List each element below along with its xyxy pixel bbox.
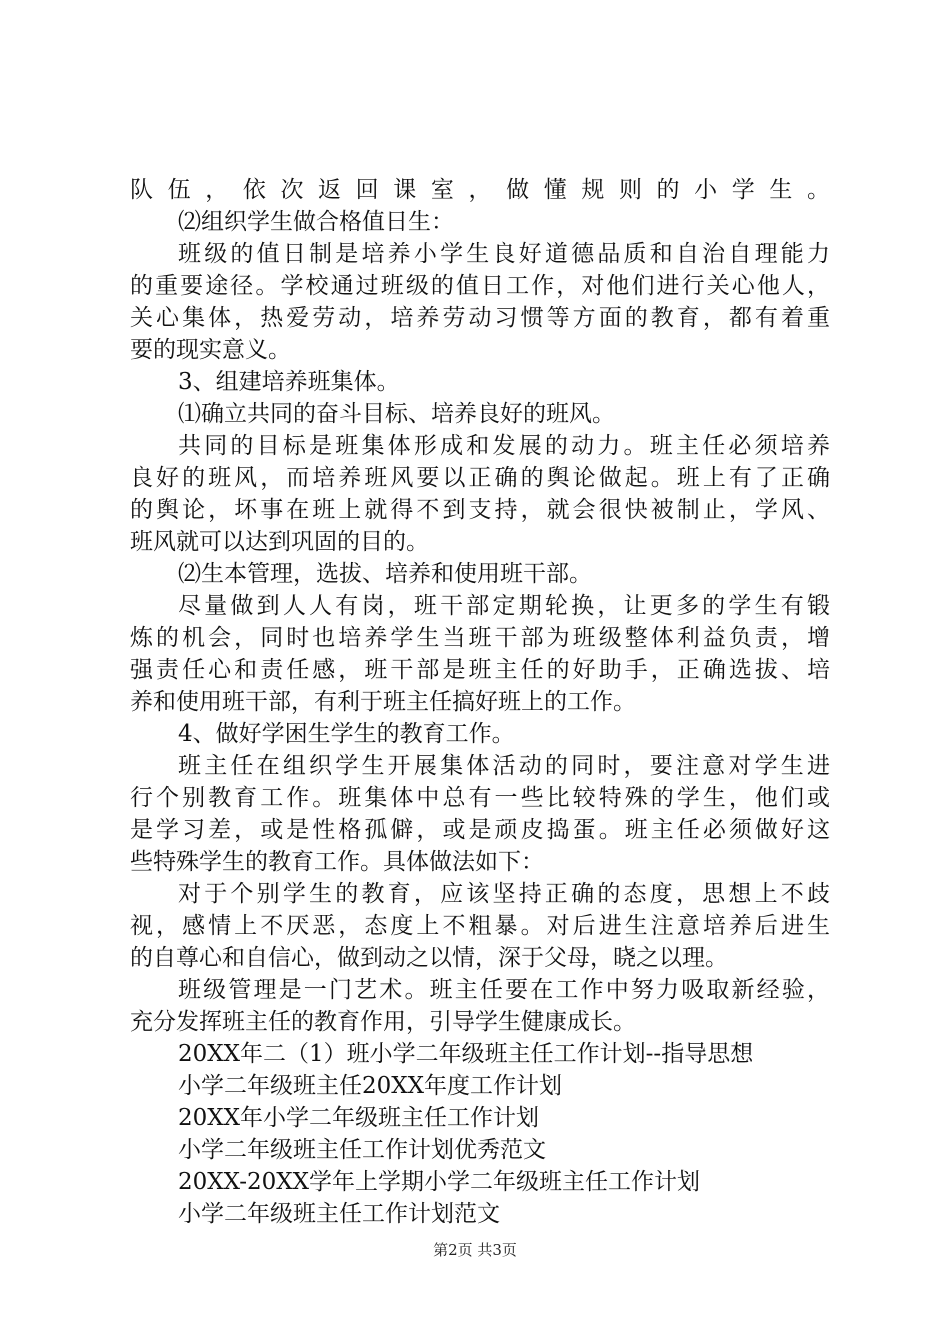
text-line: 班级管理是一门艺术。班主任要在工作中努力吸取新经验， xyxy=(178,977,830,1003)
text-line: ⑴确立共同的奋斗目标、培养良好的班风。 xyxy=(178,401,615,427)
text-line: 养和使用班干部，有利于班主任搞好班上的工作。 xyxy=(130,689,636,715)
section-heading: 4、做好学困生学生的教育工作。 xyxy=(178,721,515,747)
text-line: 共同的目标是班集体形成和发展的动力。班主任必须培养 xyxy=(178,433,830,459)
text-line: 班级的值日制是培养小学生良好道德品质和自治自理能力 xyxy=(178,241,830,267)
related-link[interactable]: 20XX年小学二年级班主任工作计划 xyxy=(178,1105,540,1131)
text-line: 班风就可以达到巩固的目的。 xyxy=(130,529,429,555)
text-line: 尽量做到人人有岗，班干部定期轮换，让更多的学生有锻 xyxy=(178,593,830,619)
related-link[interactable]: 小学二年级班主任20XX年度工作计划 xyxy=(178,1073,563,1099)
page-number-footer: 第2页 共3页 xyxy=(433,1241,517,1259)
related-link[interactable]: 20XX-20XX学年上学期小学二年级班主任工作计划 xyxy=(178,1169,700,1195)
text-line: 炼的机会，同时也培养学生当班干部为班级整体利益负责，增 xyxy=(130,625,830,651)
text-line: 强责任心和责任感，班干部是班主任的好助手，正确选拔、培 xyxy=(130,657,830,683)
text-line: 是学习差，或是性格孤僻，或是顽皮捣蛋。班主任必须做好这 xyxy=(130,817,830,843)
text-line: 良好的班风，而培养班风要以正确的舆论做起。班上有了正确 xyxy=(130,465,830,491)
text-line: 关心集体，热爱劳动，培养劳动习惯等方面的教育，都有着重 xyxy=(130,305,830,331)
text-line: 行个别教育工作。班集体中总有一些比较特殊的学生，他们或 xyxy=(130,785,830,811)
text-line: 的重要途径。学校通过班级的值日工作，对他们进行关心他人， xyxy=(130,273,830,299)
text-line: 对于个别学生的教育，应该坚持正确的态度，思想上不歧 xyxy=(178,881,830,907)
section-heading: 3、组建培养班集体。 xyxy=(178,369,400,395)
text-line: ⑵生本管理，选拔、培养和使用班干部。 xyxy=(178,561,592,587)
text-line: 视，感情上不厌恶，态度上不粗暴。对后进生注意培养后进生 xyxy=(130,913,830,939)
related-link[interactable]: 小学二年级班主任工作计划范文 xyxy=(178,1201,500,1227)
text-line: 充分发挥班主任的教育作用，引导学生健康成长。 xyxy=(130,1009,636,1035)
text-line: 的舆论，坏事在班上就得不到支持，就会很快被制止，学风、 xyxy=(130,497,830,523)
related-link[interactable]: 小学二年级班主任工作计划优秀范文 xyxy=(178,1137,546,1163)
text-line: 要的现实意义。 xyxy=(130,337,291,363)
text-line: 队伍，依次返回课室，做懂规则的小学生。 xyxy=(130,177,830,203)
text-line: 些特殊学生的教育工作。具体做法如下： xyxy=(130,849,544,875)
text-line: 的自尊心和自信心，做到动之以情，深于父母，晓之以理。 xyxy=(130,945,728,971)
text-line: 班主任在组织学生开展集体活动的同时，要注意对学生进 xyxy=(178,753,830,779)
text-line: ⑵组织学生做合格值日生： xyxy=(178,209,454,235)
related-link[interactable]: 20XX年二（1）班小学二年级班主任工作计划--指导思想 xyxy=(178,1041,754,1067)
document-body xyxy=(130,174,830,1230)
